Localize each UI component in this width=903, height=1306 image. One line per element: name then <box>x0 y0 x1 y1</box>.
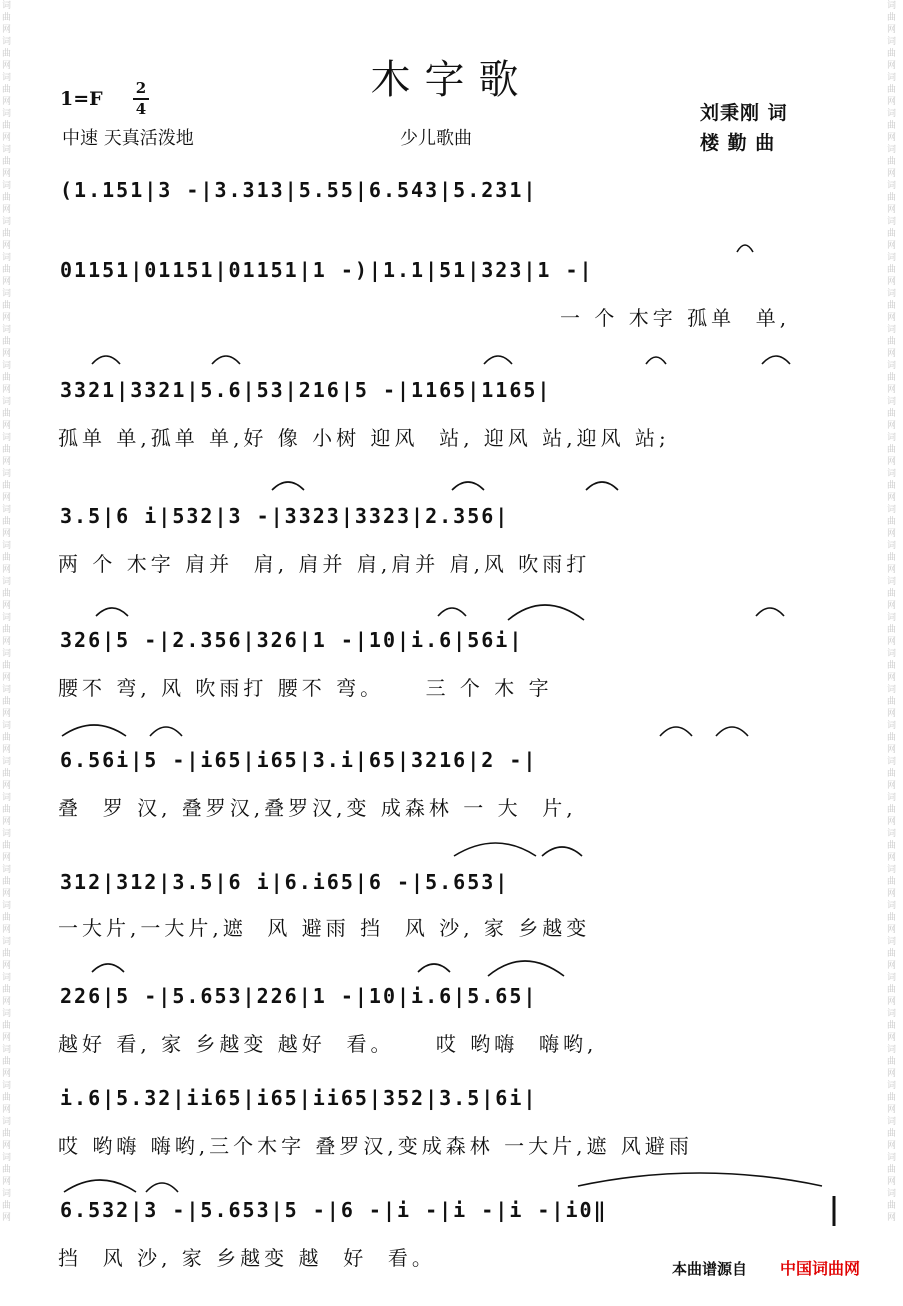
notation-line-3: 3321|3321|5.6|53|216|5 -|1165|1165| <box>60 378 552 402</box>
genre-label: 少儿歌曲 <box>400 128 472 149</box>
slur-mark <box>716 727 748 736</box>
composer-credit: 楼 勤 曲 <box>700 132 776 154</box>
notation-line-9: i.6|5.32|ii65|i65|ii65|352|3.5|6i| <box>60 1086 538 1110</box>
lyric-line-10: 挡 风 沙, 家 乡越变 越 好 看。 <box>58 1246 436 1270</box>
slur-mark <box>146 1183 178 1192</box>
lyricist-credit: 刘秉刚 词 <box>700 102 788 124</box>
slur-mark <box>212 356 240 364</box>
lyric-line-3: 孤单 单,孤单 单,好 像 小树 迎风 站, 迎风 站,迎风 站; <box>58 426 670 450</box>
slur-mark <box>586 482 618 490</box>
notation-line-2: 01151|01151|01151|1 -)|1.1|51|323|1 -| <box>60 258 594 282</box>
slur-mark <box>272 482 304 490</box>
slur-mark <box>92 964 124 972</box>
slur-mark <box>92 356 120 364</box>
lyric-line-9: 哎 哟嗨 嗨哟,三个木字 叠罗汉,变成森林 一大片,遮 风避雨 <box>58 1134 693 1158</box>
slur-mark <box>488 961 564 976</box>
slur-mark <box>62 725 126 736</box>
slur-mark <box>508 605 584 620</box>
key-signature: 1=F <box>60 88 103 110</box>
slur-mark <box>646 357 666 364</box>
tempo-marking: 中速 天真活泼地 <box>62 128 194 149</box>
song-title: 木字歌 <box>370 57 533 103</box>
slur-mark <box>542 847 582 856</box>
site-name[interactable]: 中国词曲网 <box>780 1259 861 1278</box>
lyric-line-6: 叠 罗 汉, 叠罗汉,叠罗汉,变 成森林 一 大 片, <box>58 796 577 820</box>
lyric-line-4: 两 个 木字 肩并 肩, 肩并 肩,肩并 肩,风 吹雨打 <box>58 552 591 576</box>
time-top: 2 <box>135 79 147 97</box>
slur-mark <box>454 843 536 856</box>
notation-line-6: 6.56i|5 -|i65|i65|3.i|65|3216|2 -| <box>60 748 538 772</box>
slur-mark <box>578 1173 822 1186</box>
lyric-line-5: 腰不 弯, 风 吹雨打 腰不 弯。 三 个 木 字 <box>58 676 553 700</box>
slur-mark <box>737 245 753 252</box>
side-watermark-left: 词曲网词曲网词曲网词曲网词曲网词曲网词曲网词曲网词曲网词曲网词曲网词曲网词曲网词曲网词曲网词曲网词曲网词曲网词曲网词曲网词曲网词曲网词曲网词曲网词曲网词曲网词曲网词曲网词曲网词曲网词曲网词曲网词曲网词曲网 <box>2 1 12 1223</box>
slur-mark <box>96 608 128 616</box>
slur-mark <box>150 727 182 736</box>
time-bottom: 4 <box>135 100 147 118</box>
slur-mark <box>762 356 790 364</box>
slur-mark <box>452 482 484 490</box>
lyric-line-2: 一 个 木字 孤单 单, <box>560 306 791 330</box>
lyric-line-8: 越好 看, 家 乡越变 越好 看。 哎 哟嗨 嗨哟, <box>58 1032 598 1056</box>
side-watermark-right: 词曲网词曲网词曲网词曲网词曲网词曲网词曲网词曲网词曲网词曲网词曲网词曲网词曲网词曲网词曲网词曲网词曲网词曲网词曲网词曲网词曲网词曲网词曲网词曲网词曲网词曲网词曲网词曲网词曲网词曲网词曲网词曲网词曲网词曲网 <box>887 1 897 1223</box>
notation-line-8: 226|5 -|5.653|226|1 -|10|i.6|5.65| <box>60 984 538 1008</box>
slur-mark <box>660 727 692 736</box>
lyric-line-7: 一大片,一大片,遮 风 避雨 挡 风 沙, 家 乡越变 <box>58 916 591 940</box>
slur-mark <box>418 964 450 972</box>
slur-mark <box>438 608 466 616</box>
slur-mark <box>484 356 512 364</box>
notation-line-4: 3.5|6 i|532|3 -|3323|3323|2.356| <box>60 504 510 528</box>
notation-line-5: 326|5 -|2.356|326|1 -|10|i.6|56i| <box>60 628 524 652</box>
notation-line-1: (1.151|3 -|3.313|5.55|6.543|5.231| <box>60 178 538 202</box>
slur-mark <box>756 608 784 616</box>
source-label: 本曲谱源自 <box>672 1260 748 1278</box>
notation-line-10: 6.532|3 -|5.653|5 -|6 -|i -|i -|i -|i0‖ <box>60 1198 608 1222</box>
slur-mark <box>64 1180 136 1192</box>
notation-line-7: 312|312|3.5|6 i|6.i65|6 -|5.653| <box>60 870 510 894</box>
